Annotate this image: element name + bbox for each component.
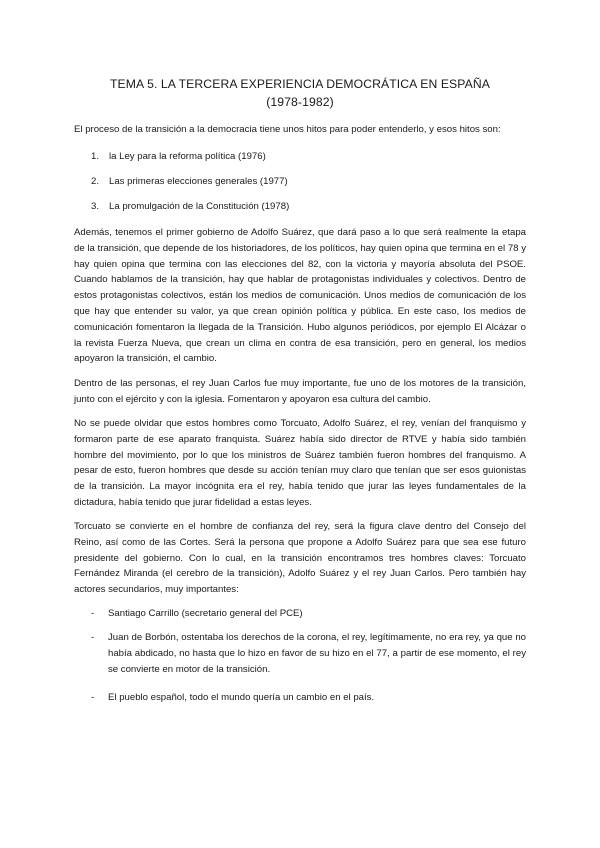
dash-marker: - — [91, 692, 95, 703]
dash-marker: - — [91, 632, 95, 643]
milestone-text: la Ley para la reforma política (1976) — [109, 151, 266, 162]
milestone-item — [91, 201, 289, 212]
actor-text: El pueblo español, todo el mundo quería un cambio en el país. — [108, 692, 375, 703]
milestone-text: Las primeras elecciones generales (1977) — [109, 176, 288, 187]
paragraph-king: Dentro de las personas, el rey Juan Carlos fue muy importante, fue uno de los motores de la transición, junto con el ejército y con la iglesia. Fomentaron y apoyaron esa cultura del cambio. — [74, 378, 526, 405]
milestone-number: 1. — [91, 151, 100, 162]
document-title: TEMA 5. LA TERCERA EXPERIENCIA DEMOCRÁTICA EN ESPAÑA — [110, 77, 490, 91]
actor-text: Santiago Carrillo (secretario general del PCE) — [108, 608, 303, 619]
paragraph-francoism: No se puede olvidar que estos hombres como Torcuato, Adolfo Suárez, el rey, venían del franquismo y formaron parte de ese aparato franquista. Suárez había sido director de RTVE y había sido también hombre del movimiento, por lo que los ministros de Suárez también fueron hombres del franquismo. A pesar de esto, fueron hombres que desde su acción tenían muy claro que tenían que ser esos guionistas de la transición. La mayor incógnita era el rey, había tenido que jurar las leyes fundamentales de la dictadura, había tenido que jurar fidelidad a estas leyes. — [74, 418, 526, 508]
milestone-number: 2. — [91, 176, 100, 187]
document-title-years: (1978-1982) — [266, 95, 334, 109]
milestone-item — [91, 151, 266, 162]
milestone-number: 3. — [91, 201, 100, 212]
paragraph-media: Además, tenemos el primer gobierno de Adolfo Suárez, que dará paso a lo que será realmente la etapa de la transición, que depende de los historiadores, de los políticos, hay quien opina que termina en el 78 y hay quien opina que termina con las elecciones del 82, con la victoria y mayoría absoluta del PSOE. Cuando hablamos de la transición, hay que hablar de protagonistas individuales y colectivos. Dentro de estos protagonistas colectivos, están los medios de comunicación. Unos medios de comunicación de los que hay que entender su valor, ya que crean opinión política y pública. En este caso, los medios de comunicación fomentaron la llegada de la Transición. Hubo algunos periódicos, por ejemplo El Alcázar o la revista Fuerza Nueva, que crean un clima en contra de esa transición, pero en general, los medios apoyaron la transición, el cambio. — [74, 227, 526, 365]
milestone-item — [91, 176, 288, 187]
dash-marker: - — [91, 608, 95, 619]
paragraph-torcuato: Torcuato se convierte en el hombre de confianza del rey, será la figura clave dentro del Consejo del Reino, así como de las Cortes. Será la persona que propone a Adolfo Suárez para que sea ese futuro presidente del gobierno. Con lo cual, en la transición encontramos tres hombres claves: Torcuato Fernández Miranda (el cerebro de la transición), Adolfo Suárez y el rey Juan Carlos. Pero también hay actores secundarios, muy importantes: — [74, 521, 526, 596]
intro-text: El proceso de la transición a la democracia tiene unos hitos para poder entenderlo, y esos hitos son: — [74, 124, 501, 135]
actor-item — [91, 690, 526, 706]
actor-item — [91, 630, 526, 677]
actor-text: Juan de Borbón, ostentaba los derechos de la corona, el rey, legítimamente, no era rey, ya que no había abdicado, no hasta que lo hizo en favor de su hizo en el 77, a partir de ese momento, el rey se convierte en motor de la transición. — [108, 632, 526, 675]
milestone-text: La promulgación de la Constitución (1978) — [109, 201, 290, 212]
actor-item — [91, 606, 526, 622]
